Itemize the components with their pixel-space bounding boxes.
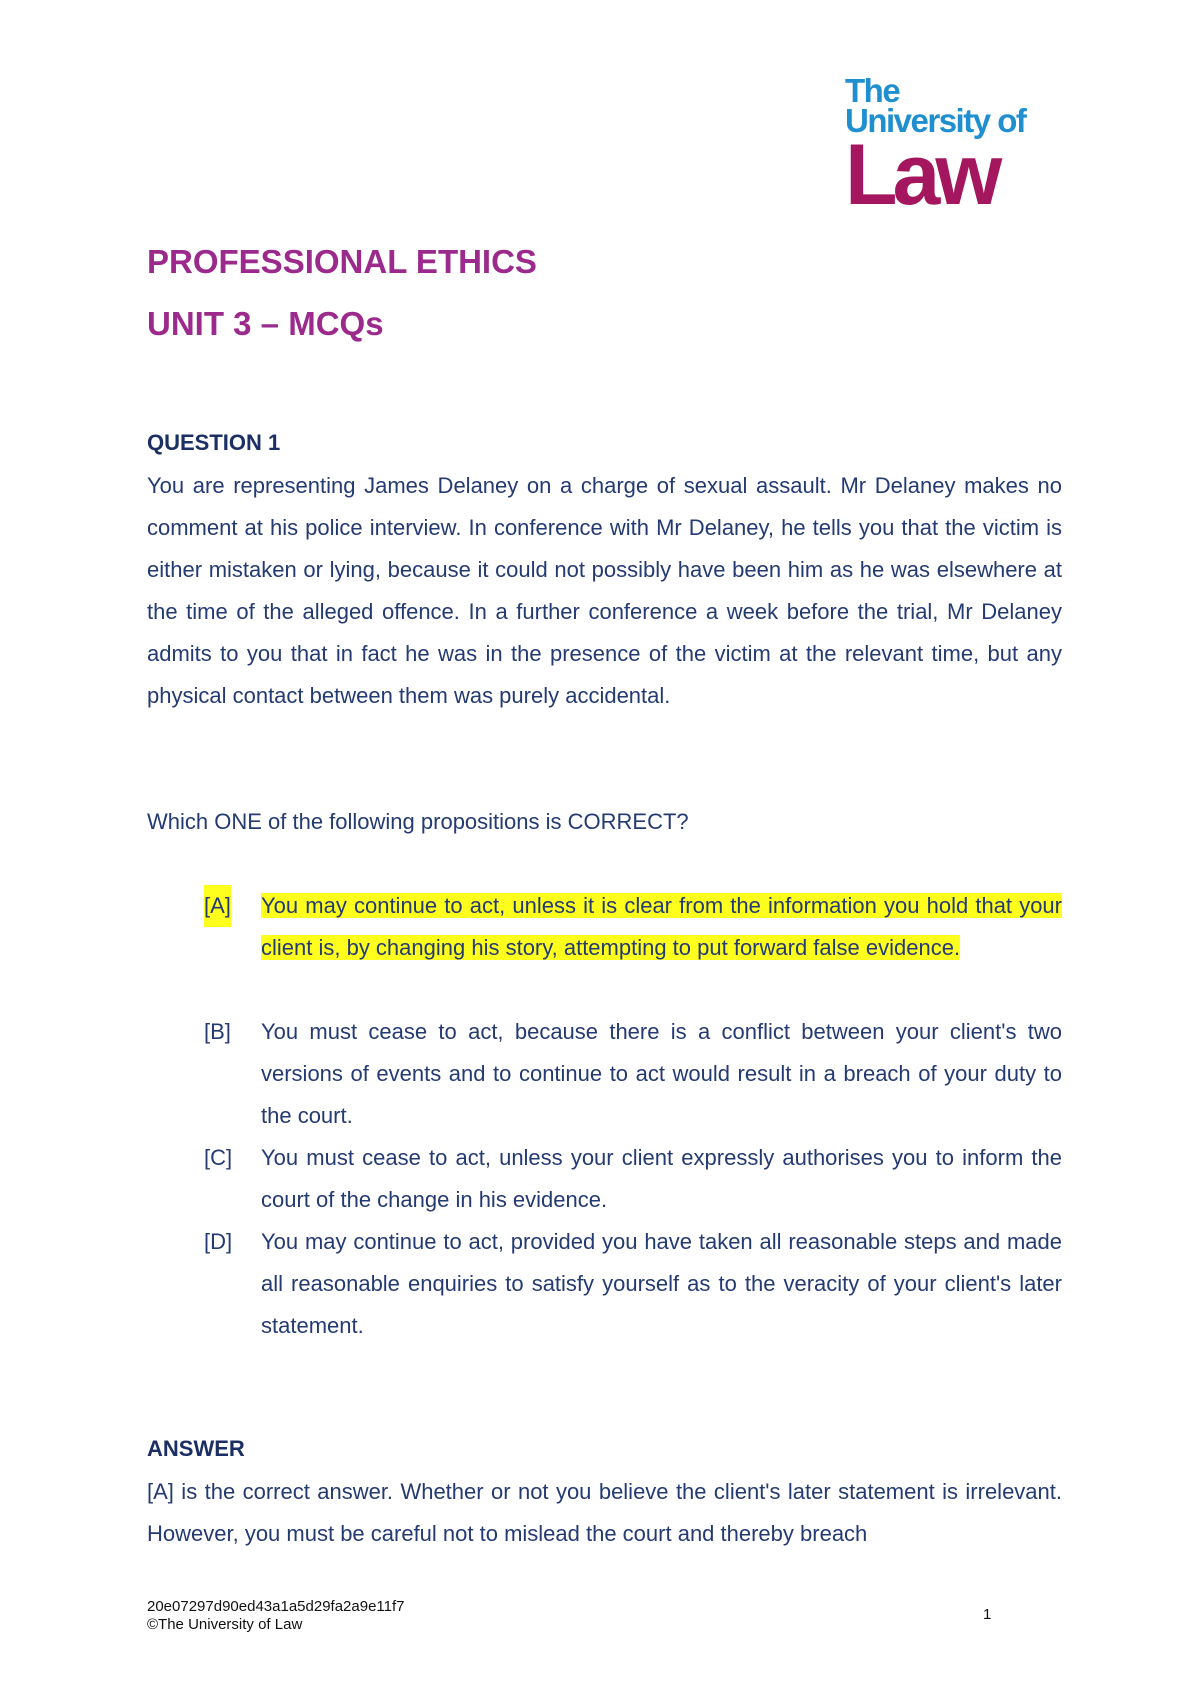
question-prompt: Which ONE of the following propositions is CORRECT? <box>147 809 689 834</box>
logo-line-university-of: University of <box>845 102 1026 139</box>
answer-heading: ANSWER <box>147 1436 245 1461</box>
option-c-text: You must cease to act, unless your client expressly authorises you to inform the court of the change in his evidence. <box>261 1145 1062 1212</box>
answer-body: [A] is the correct answer. Whether or not you believe the client's later statement is irrelevant. However, you must be careful not to mislead the court and thereby breach <box>147 1479 1062 1546</box>
option-a-text: You may continue to act, unless it is clear from the information you hold that your client is, by changing his story, attempting to put forward false evidence. <box>261 893 1062 960</box>
document-title: PROFESSIONAL ETHICS <box>147 243 537 280</box>
document-subtitle: UNIT 3 – MCQs <box>147 305 384 342</box>
page-number: 1 <box>983 1606 992 1623</box>
option-d-text: You may continue to act, provided you have taken all reasonable steps and made all reasonable enquiries to satisfy yourself as to the veracity of your client's later statement. <box>261 1229 1062 1338</box>
question-body: You are representing James Delaney on a charge of sexual assault. Mr Delaney makes no comment at his police interview. In conference with Mr Delaney, he tells you that the victim is either mistaken or lying, because it could not possibly have been him as he was elsewhere at the time of the alleged offence. In a further conference a week before the trial, Mr Delaney admits to you that in fact he was in the presence of the victim at the relevant time, but any physical contact between them was purely accidental. <box>147 473 1062 708</box>
question-heading: QUESTION 1 <box>147 430 281 455</box>
logo-line-the: The <box>845 72 900 109</box>
option-c <box>204 1137 1062 1221</box>
option-d <box>204 1221 1062 1347</box>
option-a <box>204 885 1062 969</box>
option-c-letter: [C] <box>204 1145 233 1170</box>
option-b-letter: [B] <box>204 1019 231 1044</box>
option-d-letter: [D] <box>204 1229 233 1254</box>
option-a-letter: [A] <box>204 885 231 927</box>
logo-line-law: Law <box>845 127 998 223</box>
footer-doc-id: 20e07297d90ed43a1a5d29fa2a9e11f7 <box>147 1598 405 1615</box>
footer-copyright: ©The University of Law <box>147 1616 303 1633</box>
option-b <box>204 1011 1062 1137</box>
university-logo <box>845 72 1035 222</box>
option-b-text: You must cease to act, because there is a conflict between your client's two versions of events and to continue to act would result in a breach of your duty to the court. <box>261 1019 1062 1128</box>
